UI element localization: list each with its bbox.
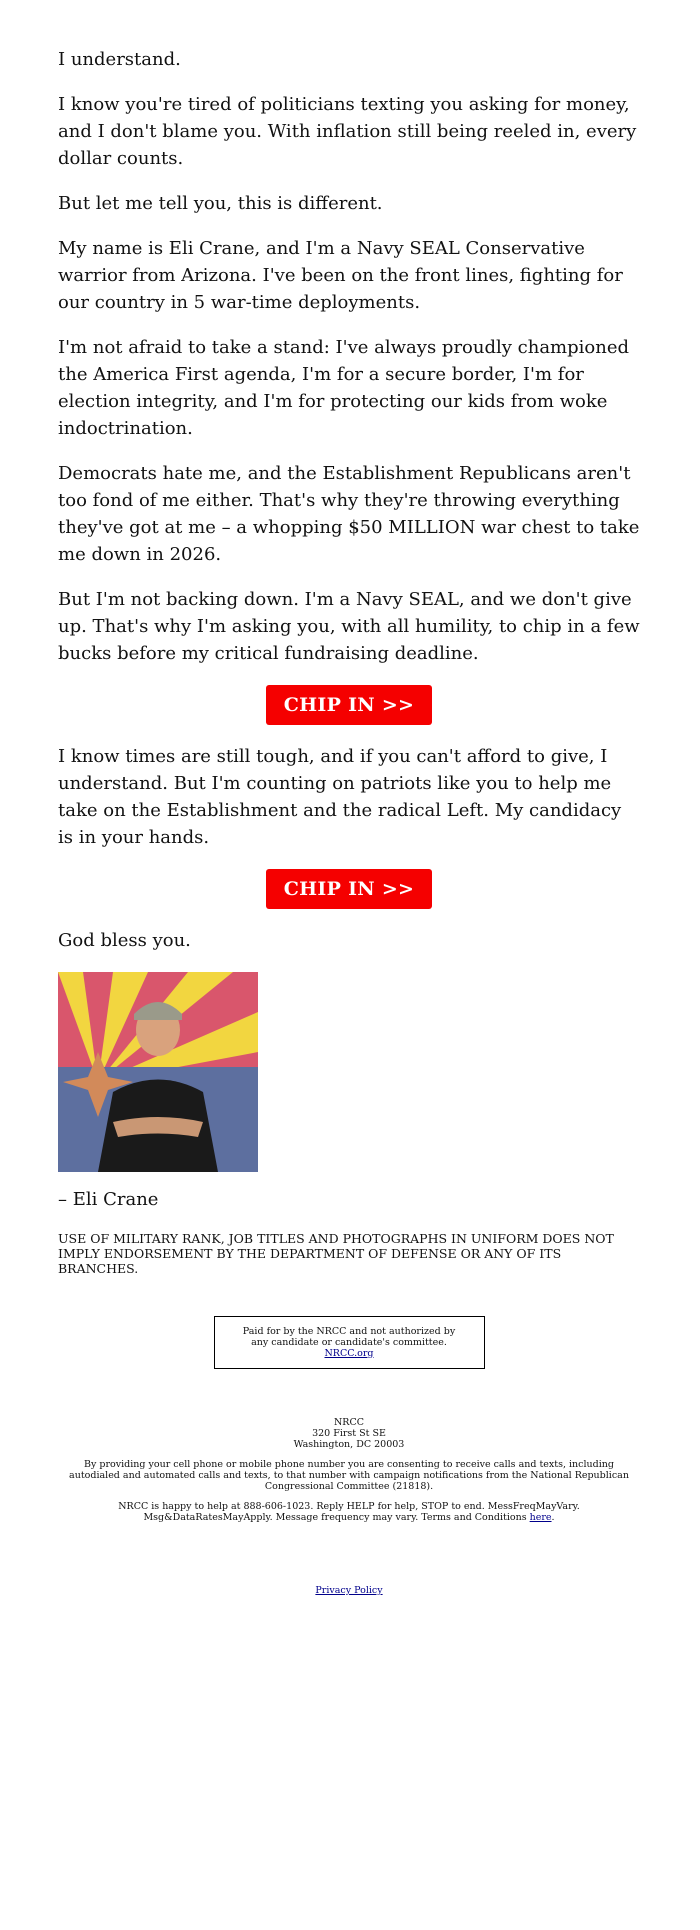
closing: God bless you. — [58, 930, 191, 951]
org-name: NRCC — [333, 1417, 364, 1428]
paragraph: But let me tell you, this is different. — [58, 193, 383, 214]
terms-link[interactable]: here — [529, 1512, 552, 1523]
privacy-policy-link[interactable]: Privacy Policy — [315, 1585, 383, 1596]
signature: – Eli Crane — [58, 1189, 159, 1210]
military-disclaimer: USE OF MILITARY RANK, JOB TITLES AND PHOTOGRAPHS IN UNIFORM DOES NOT IMPLY ENDORSEMENT BY THE DEPARTMENT OF DEFENSE OR ANY OF ITS BRANCHES. — [58, 1231, 614, 1276]
paid-for-text: Paid for by the NRCC and not authorized by any candidate or candidate's committee. — [242, 1326, 456, 1348]
paragraph: I understand. — [58, 49, 181, 70]
address-line-1: 320 First St SE — [312, 1428, 386, 1439]
paragraph: I know times are still tough, and if you can't afford to give, I understand. But I'm counting on patriots like you to help me take on the Establishment and the radical Left. My candidacy is in your hands. — [58, 746, 622, 848]
paid-for-box — [214, 1316, 485, 1369]
help-text: NRCC is happy to help at 888-606-1023. Reply HELP for help, STOP to end. MessFreqMayVary. Msg&DataRatesMayApply. Message frequency may vary. Terms and Conditions — [118, 1501, 580, 1523]
nrcc-link[interactable]: NRCC.org — [324, 1348, 374, 1359]
chip-in-button-2[interactable]: CHIP IN >> — [266, 869, 433, 909]
paragraph: But I'm not backing down. I'm a Navy SEAL, and we don't give up. That's why I'm asking you, with all humility, to chip in a few bucks before my critical fundraising deadline. — [58, 589, 640, 664]
consent-text: By providing your cell phone or mobile phone number you are consenting to receive calls and texts, including autodialed and automated calls and texts, to that number with campaign notifications from the National Republican Congressional Committee (21818). — [69, 1459, 629, 1492]
arizona-flag-background — [58, 972, 258, 1172]
paragraph: I'm not afraid to take a stand: I've always proudly championed the America First agenda, I'm for a secure border, I'm for election integrity, and I'm for protecting our kids from woke indoctrination. — [58, 337, 629, 439]
email-body — [58, 0, 640, 1596]
candidate-photo — [58, 972, 258, 1172]
paragraph: I know you're tired of politicians texting you asking for money, and I don't blame you. With inflation still being reeled in, every dollar counts. — [58, 94, 637, 169]
address-line-2: Washington, DC 20003 — [293, 1439, 405, 1450]
chip-in-button[interactable]: CHIP IN >> — [266, 685, 433, 725]
paragraph: Democrats hate me, and the Establishment Republicans aren't too fond of me either. That's why they're throwing everything they've got at me – a whopping $50 MILLION war chest to take me down in 2026. — [58, 463, 640, 565]
footer: Paid for by the NRCC and not authorized by any candidate or candidate's committee. NRCC.org NRCC 320 First St SE Washington, DC 20003 By providing your cell phone or mobile phone number you are consenting to receive calls and texts, including autodialed and automated calls and texts, to that number with campaign notifications from the National Republican Congressional Committee (21818). NRCC is happy to help at 888-606-1023. Reply HELP for help, STOP to end. MessFreqMayVary. Msg&DataRatesMayApply. Message frequency may vary. Terms and Conditions here. Privacy Policy — [58, 1316, 640, 1596]
paragraph: My name is Eli Crane, and I'm a Navy SEAL Conservative warrior from Arizona. I've been on the front lines, fighting for our country in 5 war-time deployments. — [58, 238, 623, 313]
